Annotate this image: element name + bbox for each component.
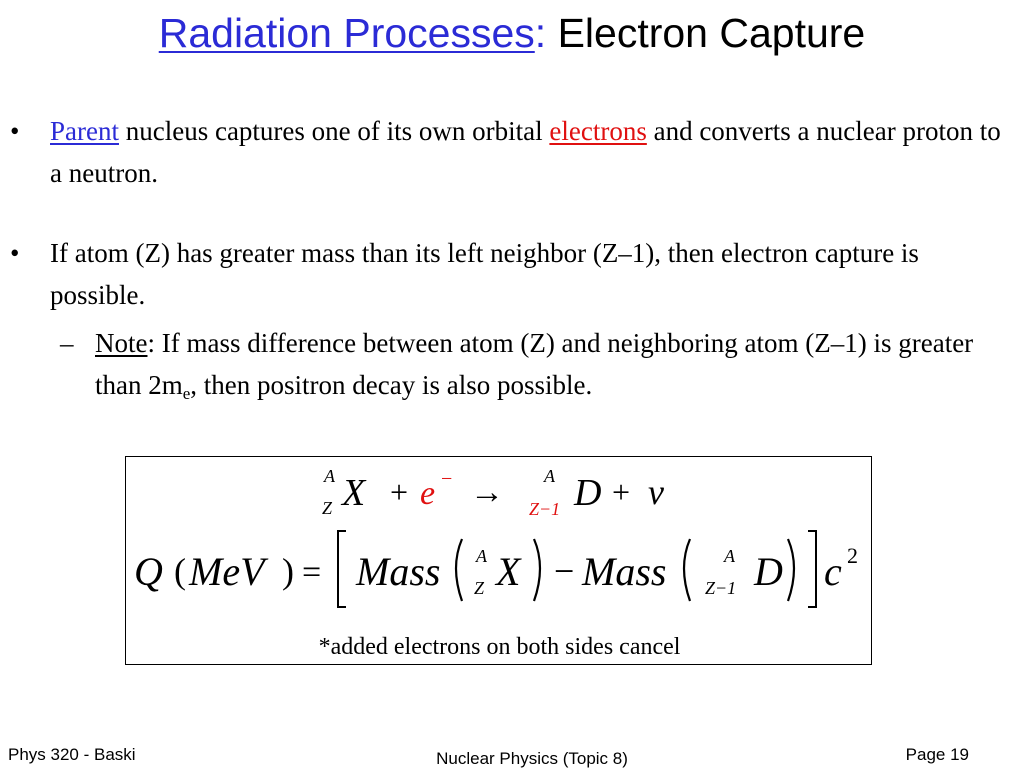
formula-note: *added electrons on both sides cancel — [318, 634, 681, 660]
title-colon: : — [534, 10, 547, 56]
bullet-text — [50, 110, 1015, 194]
reaction-mass-number-parent: A — [324, 466, 335, 486]
formula-box — [125, 456, 872, 665]
reaction-equation — [322, 466, 664, 519]
mass-minus: − — [554, 551, 575, 591]
bullet2-text: If atom (Z) has greater mass than its left neighbor (Z–1), then electron capture is possible. — [50, 238, 919, 310]
reaction-atomic-number-parent: Z — [322, 498, 333, 518]
note-text — [95, 322, 1010, 415]
bullet-marker: • — [10, 116, 20, 146]
note-text-b: , then positron decay is also possible. — [190, 370, 593, 400]
note-label: Note — [95, 328, 148, 358]
reaction-mass-number-daughter: A — [544, 466, 555, 486]
bullet1-text-b: and converts a nuclear proton to a neutron. — [50, 116, 1001, 188]
q-symbol: Q — [134, 549, 163, 594]
slide-title — [0, 8, 1024, 58]
daughter-atomic-number: Z−1 — [705, 578, 737, 598]
left-square-bracket — [338, 531, 346, 607]
q-paren-close: ) — [282, 551, 294, 591]
footer-course: Phys 320 - Baski — [8, 745, 136, 764]
parent-mass-number: A — [476, 546, 487, 566]
q-equals: = — [302, 554, 322, 591]
title-link-radiation-processes[interactable]: Radiation Processes — [158, 10, 535, 56]
q-paren-open: ( — [174, 551, 186, 591]
reaction-parent-X: X — [342, 472, 366, 514]
right-square-bracket — [808, 531, 816, 607]
title-topic: Electron Capture — [557, 10, 866, 56]
reaction-plus-1: + — [390, 474, 409, 510]
reaction-neutrino: v — [648, 472, 664, 512]
paren-close-parent — [534, 539, 540, 601]
parent-X: X — [496, 549, 521, 594]
bullet-marker: • — [10, 238, 20, 268]
note-subscript-e: e — [182, 384, 191, 403]
daughter-D: D — [754, 549, 783, 594]
q-value-equation — [134, 531, 858, 607]
reaction-electron: e — [420, 475, 436, 512]
reaction-atomic-number-daughter: Z−1 — [529, 499, 561, 519]
footer-page-number: Page 19 — [905, 745, 969, 764]
mass-daughter-label: Mass — [582, 549, 667, 594]
link-parent[interactable]: Parent — [50, 116, 119, 146]
daughter-mass-number: A — [724, 546, 735, 566]
c-squared-exponent: 2 — [847, 543, 858, 568]
speed-of-light-c: c — [824, 549, 842, 594]
footer-topic: Nuclear Physics (Topic 8) — [436, 749, 628, 768]
parent-atomic-number: Z — [474, 578, 485, 598]
paren-open-parent — [456, 539, 462, 601]
paren-open-daughter — [684, 539, 690, 601]
paren-close-daughter — [788, 539, 794, 601]
link-electrons[interactable]: electrons — [549, 116, 647, 146]
reaction-plus-2: + — [612, 474, 631, 510]
mass-parent-label: Mass — [356, 549, 441, 594]
reaction-electron-charge: − — [441, 468, 453, 490]
q-unit-mev: MeV — [189, 549, 265, 594]
sub-bullet-marker: – — [60, 328, 74, 358]
note-text-a: : If mass difference between atom (Z) and neighboring atom (Z–1) is greater than 2m — [95, 328, 974, 400]
reaction-arrow: → — [470, 474, 504, 511]
reaction-daughter-D: D — [574, 472, 602, 514]
bullet1-text-a: nucleus captures one of its own orbital — [125, 116, 543, 146]
